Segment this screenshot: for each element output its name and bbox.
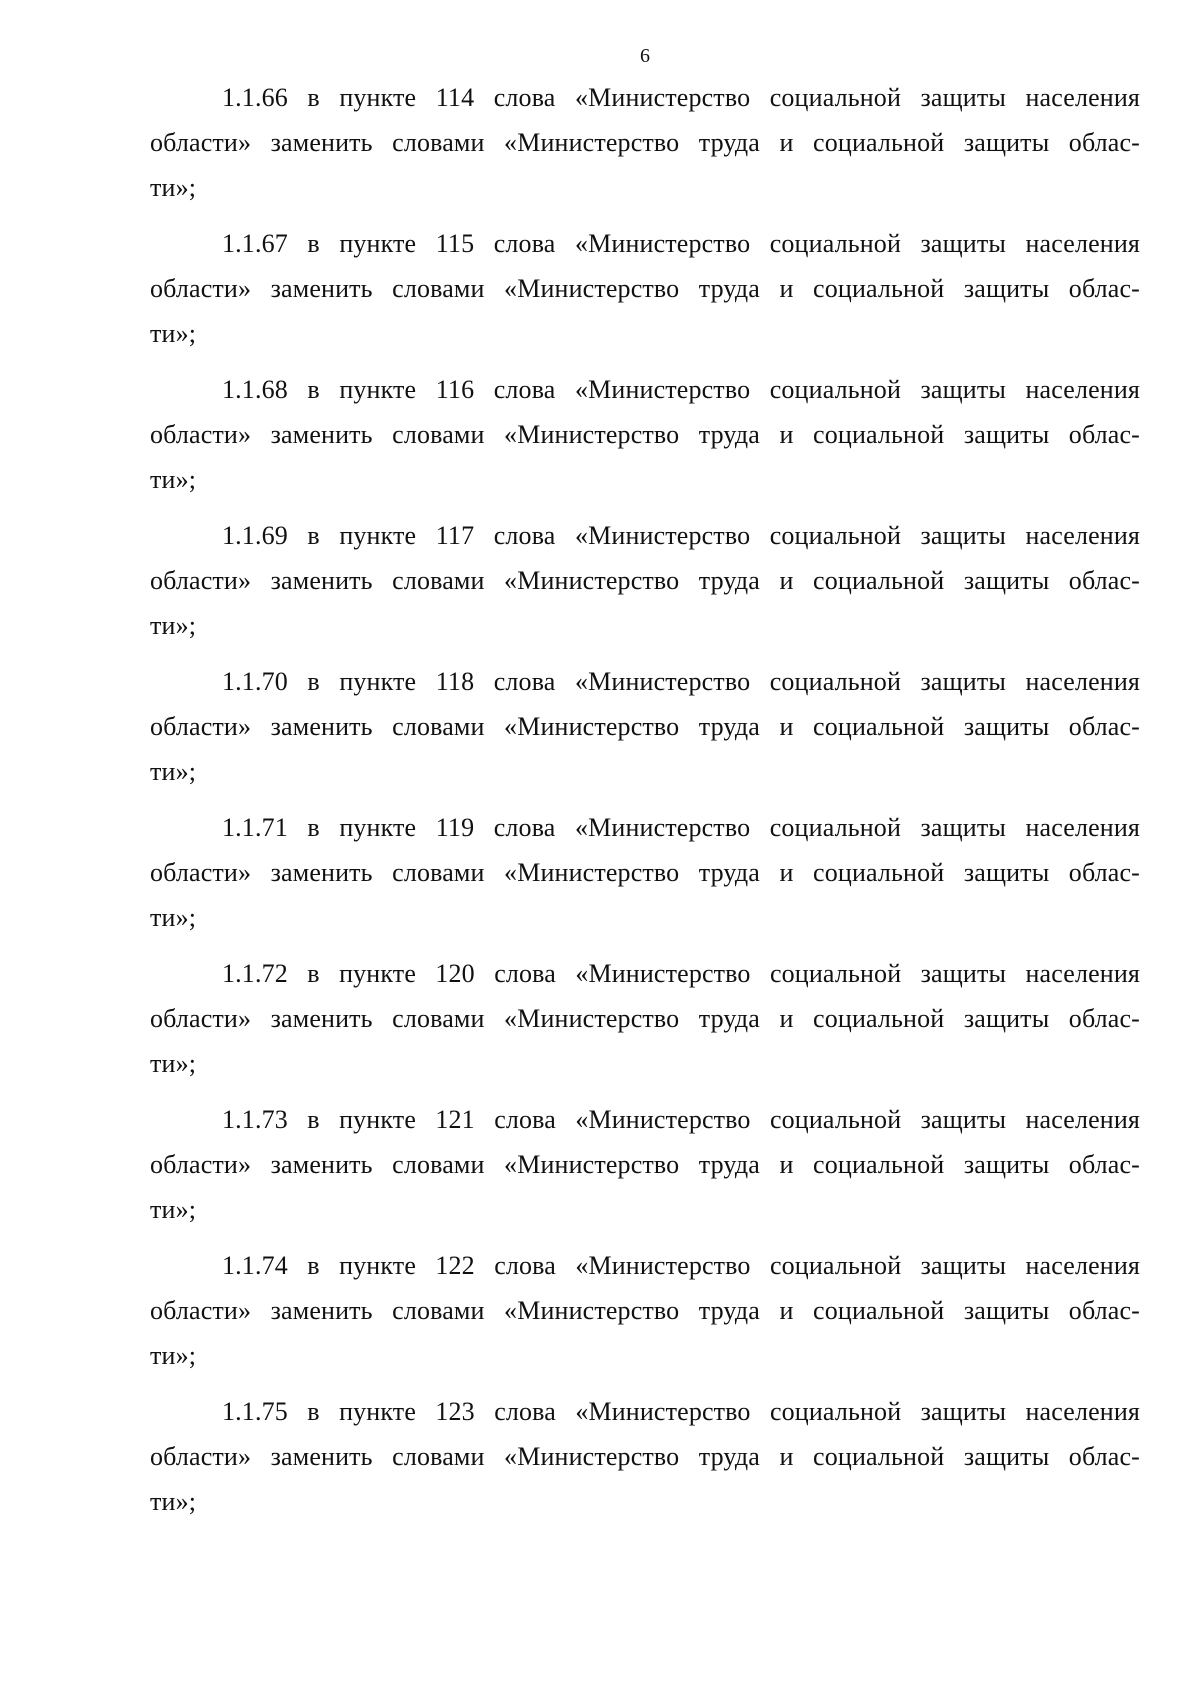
amendment-item-1.1.72 [150, 951, 1140, 1086]
item-line-1: 1.1.72 в пункте 120 слова «Министерство социальной защиты населения [222, 959, 1140, 988]
amendment-item-1.1.71 [150, 805, 1140, 940]
item-line-1: 1.1.69 в пункте 117 слова «Министерство социальной защиты населения [222, 521, 1140, 550]
item-line-1: 1.1.68 в пункте 116 слова «Министерство социальной защиты населения [222, 375, 1140, 404]
item-line-3: ти»; [150, 757, 197, 786]
item-line-3: ти»; [150, 903, 197, 932]
item-line-1: 1.1.67 в пункте 115 слова «Министерство социальной защиты населения [222, 229, 1140, 258]
amendment-item-1.1.66 [150, 75, 1140, 210]
amendment-item-1.1.68 [150, 367, 1140, 502]
item-line-3: ти»; [150, 1049, 197, 1078]
item-line-1: 1.1.70 в пункте 118 слова «Министерство социальной защиты населения [222, 667, 1140, 696]
item-line-3: ти»; [150, 1341, 197, 1370]
item-line-2: области» заменить словами «Министерство труда и социальной защиты облас- [150, 128, 1140, 157]
item-line-2: области» заменить словами «Министерство труда и социальной защиты облас- [150, 712, 1140, 741]
page-number: 6 [640, 45, 650, 67]
item-line-2: области» заменить словами «Министерство труда и социальной защиты облас- [150, 1150, 1140, 1179]
item-line-3: ти»; [150, 1195, 197, 1224]
item-line-2: области» заменить словами «Министерство труда и социальной защиты облас- [150, 274, 1140, 303]
item-line-2: области» заменить словами «Министерство труда и социальной защиты облас- [150, 858, 1140, 887]
item-line-3: ти»; [150, 319, 197, 348]
item-line-3: ти»; [150, 611, 197, 640]
item-line-3: ти»; [150, 465, 197, 494]
amendment-item-1.1.70 [150, 659, 1140, 794]
item-line-2: области» заменить словами «Министерство труда и социальной защиты облас- [150, 566, 1140, 595]
item-line-2: области» заменить словами «Министерство труда и социальной защиты облас- [150, 1296, 1140, 1325]
amendment-item-1.1.67 [150, 221, 1140, 356]
item-line-1: 1.1.75 в пункте 123 слова «Министерство социальной защиты населения [222, 1397, 1140, 1426]
amendment-item-1.1.69 [150, 513, 1140, 648]
amendment-item-1.1.73 [150, 1097, 1140, 1232]
item-line-3: ти»; [150, 173, 197, 202]
item-line-1: 1.1.71 в пункте 119 слова «Министерство социальной защиты населения [222, 813, 1140, 842]
amendment-item-1.1.74 [150, 1243, 1140, 1378]
item-line-1: 1.1.66 в пункте 114 слова «Министерство социальной защиты населения [222, 83, 1140, 112]
amendment-item-1.1.75 [150, 1389, 1140, 1524]
item-line-2: области» заменить словами «Министерство труда и социальной защиты облас- [150, 1004, 1140, 1033]
item-line-3: ти»; [150, 1487, 197, 1516]
item-line-1: 1.1.74 в пункте 122 слова «Министерство социальной защиты населения [222, 1251, 1140, 1280]
item-line-1: 1.1.73 в пункте 121 слова «Министерство социальной защиты населения [222, 1105, 1140, 1134]
item-line-2: области» заменить словами «Министерство труда и социальной защиты облас- [150, 1442, 1140, 1471]
item-line-2: области» заменить словами «Министерство труда и социальной защиты облас- [150, 420, 1140, 449]
